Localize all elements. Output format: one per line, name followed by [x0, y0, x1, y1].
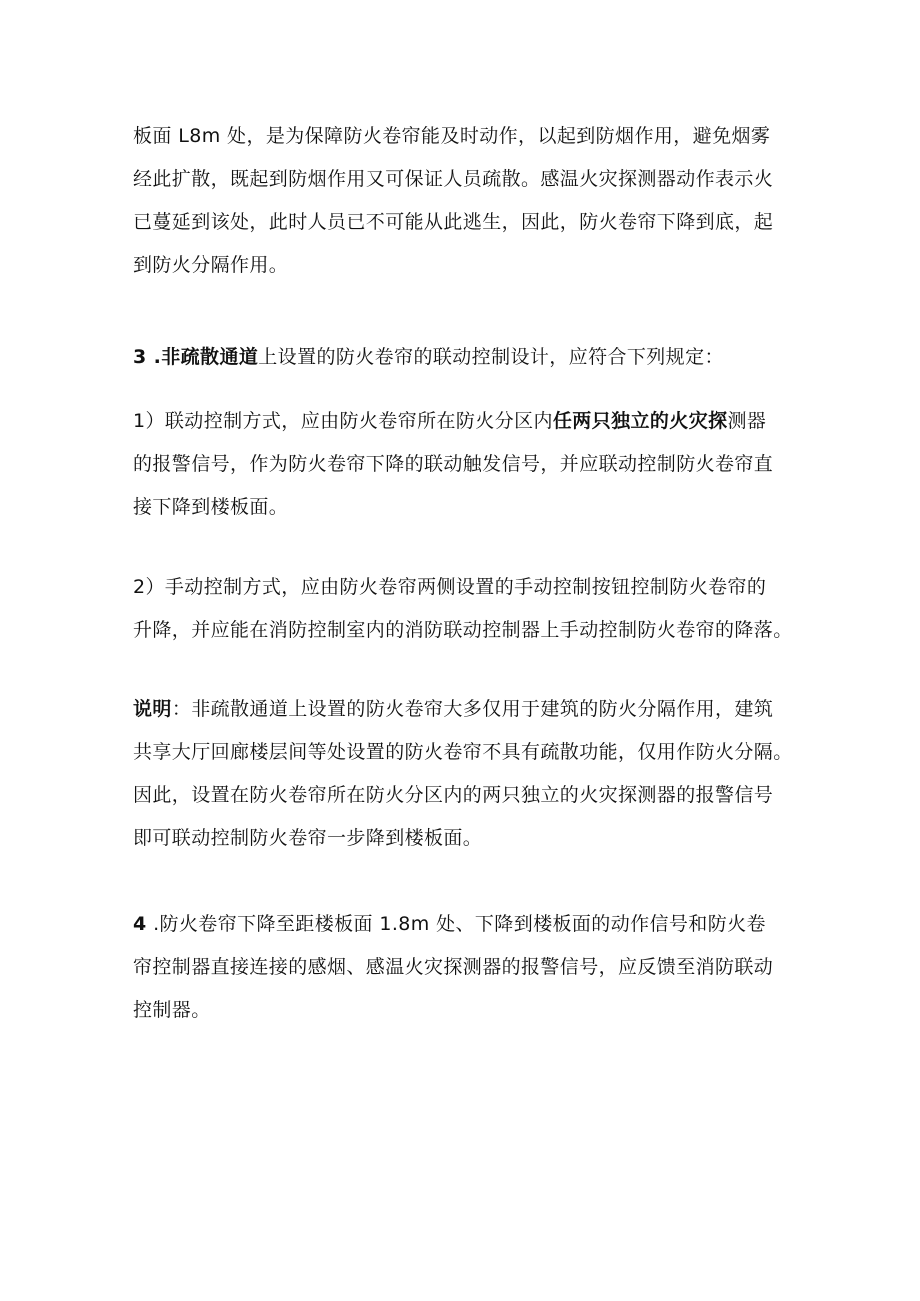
text-line: 升降，并应能在消防控制室内的消防联动控制器上手动控制防火卷帘的降落。: [133, 619, 793, 641]
clause-3-1: [133, 400, 805, 529]
text-line: 因此，设置在防火卷帘所在防火分区内的两只独立的火灾探测器的报警信号: [133, 784, 774, 806]
clause-3-1-bold-text: 任两只独立的火灾探: [552, 410, 728, 432]
note-label: 说明: [133, 698, 172, 720]
text-line: 到防火分隔作用。: [133, 254, 289, 276]
clause-4-text: .防火卷帘下降至距楼板面 1.8m 处、下降到楼板面的动作信号和防火卷: [146, 913, 766, 935]
text-line: 2）手动控制方式，应由防火卷帘两侧设置的手动控制按钮控制防火卷帘的: [133, 576, 767, 598]
text-line: 共享大厅回廊楼层间等处设置的防火卷帘不具有疏散功能，仅用作防火分隔。: [133, 741, 793, 763]
clause-4: [133, 903, 805, 1032]
text-line: 即可联动控制防火卷帘一步降到楼板面。: [133, 827, 483, 849]
clause-3: [133, 336, 805, 379]
clause-3-heading: [133, 336, 805, 379]
clause-3-bold-heading: .非疏散通道: [146, 346, 259, 368]
clause-3-1-text-start: 1）联动控制方式，应由防火卷帘所在防火分区内: [133, 410, 553, 432]
clause-3-2: [133, 566, 805, 652]
text-line: [133, 903, 805, 946]
text-line: 经此扩散，既起到防烟作用又可保证人员疏散。感温火灾探测器动作表示火: [133, 168, 774, 190]
clause-3-1-text-end: 测器: [727, 410, 767, 432]
note-paragraph: [133, 688, 805, 860]
paragraph-continuation: [133, 115, 805, 287]
text-line: [133, 688, 805, 731]
text-line: 板面 L8m 处，是为保障防火卷帘能及时动作，以起到防烟作用，避免烟雾: [133, 125, 771, 147]
text-line: 的报警信号，作为防火卷帘下降的联动触发信号，并应联动控制防火卷帘直: [133, 453, 774, 475]
clause-3-heading-text: 上设置的防火卷帘的联动控制设计，应符合下列规定：: [258, 346, 724, 368]
text-line: 接下降到楼板面。: [133, 496, 289, 518]
clause-number: 3: [133, 346, 147, 368]
note-text: ：非疏散通道上设置的防火卷帘大多仅用于建筑的防火分隔作用，建筑: [171, 698, 774, 720]
text-line: 帘控制器直接连接的感烟、感温火灾探测器的报警信号，应反馈至消防联动: [133, 956, 774, 978]
text-line: 已蔓延到该处，此时人员已不可能从此逃生，因此，防火卷帘下降到底，起: [133, 211, 774, 233]
clause-number: 4: [133, 913, 147, 935]
text-line: [133, 400, 805, 443]
text-line: 控制器。: [133, 999, 211, 1021]
